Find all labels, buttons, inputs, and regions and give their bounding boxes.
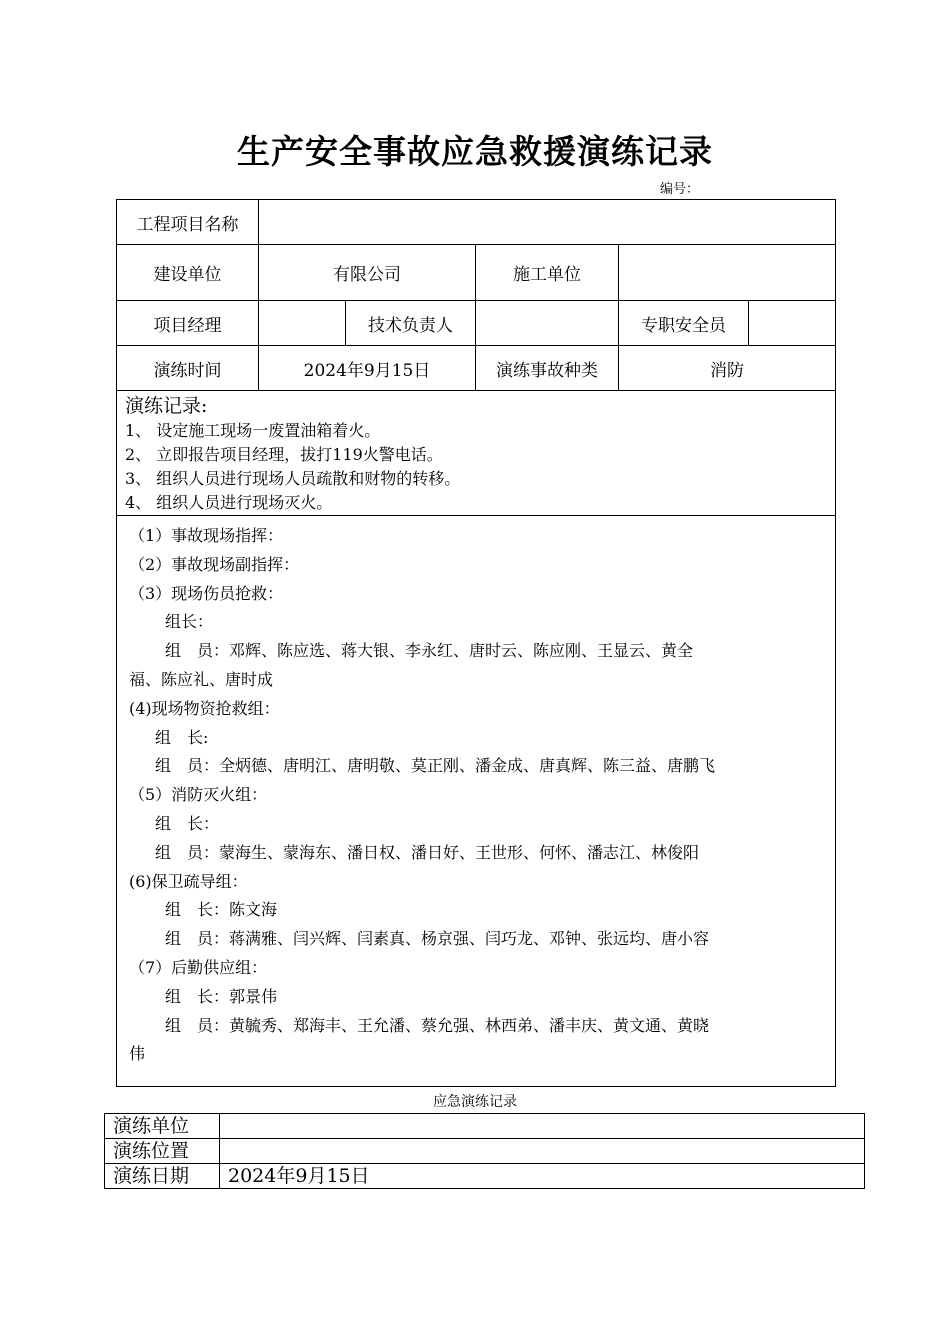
record-item: 4、 组织人员进行现场灭火。 — [125, 493, 333, 512]
tech-lead-label: 技术负责人 — [346, 301, 476, 346]
row-drill-location — [105, 1139, 865, 1164]
drill-record-table — [116, 199, 836, 1087]
group-security-title: (6)保卫疏导组： — [129, 871, 248, 891]
group-logistics-leader: 组 长：郭景伟 — [165, 986, 278, 1006]
safety-officer-label: 专职安全员 — [619, 301, 749, 346]
drill-unit-value — [220, 1114, 865, 1139]
group-logistics-members-line1: 组 员：黄毓秀、郑海丰、王允潘、蔡允强、林西弟、潘丰庆、黄文通、黄晓 — [165, 1015, 710, 1035]
safety-officer-value — [749, 301, 836, 346]
drill-time-value: 2024年9月15日 — [259, 346, 476, 391]
row-personnel — [117, 301, 836, 346]
record-item: 2、 立即报告项目经理，拔打119火警电话。 — [125, 445, 443, 464]
tech-lead-value — [476, 301, 619, 346]
drill-time-label: 演练时间 — [117, 346, 259, 391]
row-drill-date — [105, 1164, 865, 1189]
group-materials-title: (4)现场物资抢救组： — [129, 698, 280, 718]
group-rescue-title: （3）现场伤员抢救： — [129, 583, 284, 603]
row-drill-time — [117, 346, 836, 391]
record-heading: 演练记录: — [125, 395, 208, 417]
accident-type-label: 演练事故种类 — [476, 346, 619, 391]
group-rescue-members-line1: 组 员：邓辉、陈应选、蒋大银、李永红、唐时云、陈应刚、王显云、黄全 — [165, 641, 694, 661]
drill-record-cell — [117, 391, 836, 516]
group-security-members: 组 员：蒋满雅、闫兴辉、闫素真、杨京强、闫巧龙、邓钟、张远均、唐小容 — [165, 929, 710, 949]
group-deputy-commander: （2）事故现场副指挥： — [129, 554, 300, 574]
row-units — [117, 245, 836, 301]
accident-type-value: 消防 — [619, 346, 836, 391]
contractor-label: 施工单位 — [476, 245, 619, 301]
row-project-name — [117, 200, 836, 245]
group-rescue-members-line2: 福、陈应礼、唐时成 — [129, 669, 274, 689]
builder-label: 建设单位 — [117, 245, 259, 301]
row-groups — [117, 516, 836, 1087]
group-firefighting-title: （5）消防灭火组： — [129, 785, 268, 805]
serial-number-label: 编号： — [660, 182, 700, 197]
sub-table-caption: 应急演练记录 — [433, 1094, 517, 1110]
drill-date-value: 2024年9月15日 — [220, 1164, 865, 1189]
group-firefighting-leader: 组 长： — [155, 813, 220, 833]
page-title: 生产安全事故应急救援演练记录 — [237, 132, 713, 171]
row-drill-unit — [105, 1114, 865, 1139]
record-item: 1、 设定施工现场一废置油箱着火。 — [125, 421, 381, 440]
group-rescue-leader: 组长： — [165, 612, 214, 632]
drill-date-label: 演练日期 — [105, 1164, 220, 1189]
group-firefighting-members: 组 员：蒙海生、蒙海东、潘日权、潘日好、王世形、何怀、潘志江、林俊阳 — [155, 842, 700, 862]
drill-location-label: 演练位置 — [105, 1139, 220, 1164]
group-logistics-members — [129, 1012, 827, 1070]
drill-unit-label: 演练单位 — [105, 1114, 220, 1139]
group-materials-leader: 组 长: — [155, 727, 209, 747]
contractor-value — [619, 245, 836, 301]
groups-cell — [117, 516, 836, 1087]
drill-location-value — [220, 1139, 865, 1164]
pm-label: 项目经理 — [117, 301, 259, 346]
group-logistics-title: （7）后勤供应组： — [129, 957, 268, 977]
pm-value — [259, 301, 346, 346]
record-item: 3、 组织人员进行现场人员疏散和财物的转移。 — [125, 469, 461, 488]
row-record — [117, 391, 836, 516]
group-security-leader: 组 长：陈文海 — [165, 900, 278, 920]
group-logistics-members-line2: 伟 — [129, 1044, 146, 1064]
project-name-label: 工程项目名称 — [117, 200, 259, 245]
group-rescue-members — [129, 637, 827, 695]
builder-value: 有限公司 — [259, 245, 476, 301]
project-name-value — [259, 200, 836, 245]
group-commander: （1）事故现场指挥： — [129, 526, 284, 545]
emergency-drill-table — [104, 1113, 865, 1189]
group-materials-members: 组 员：全炳德、唐明江、唐明敬、莫正刚、潘金成、唐真辉、陈三益、唐鹏飞 — [155, 756, 716, 776]
